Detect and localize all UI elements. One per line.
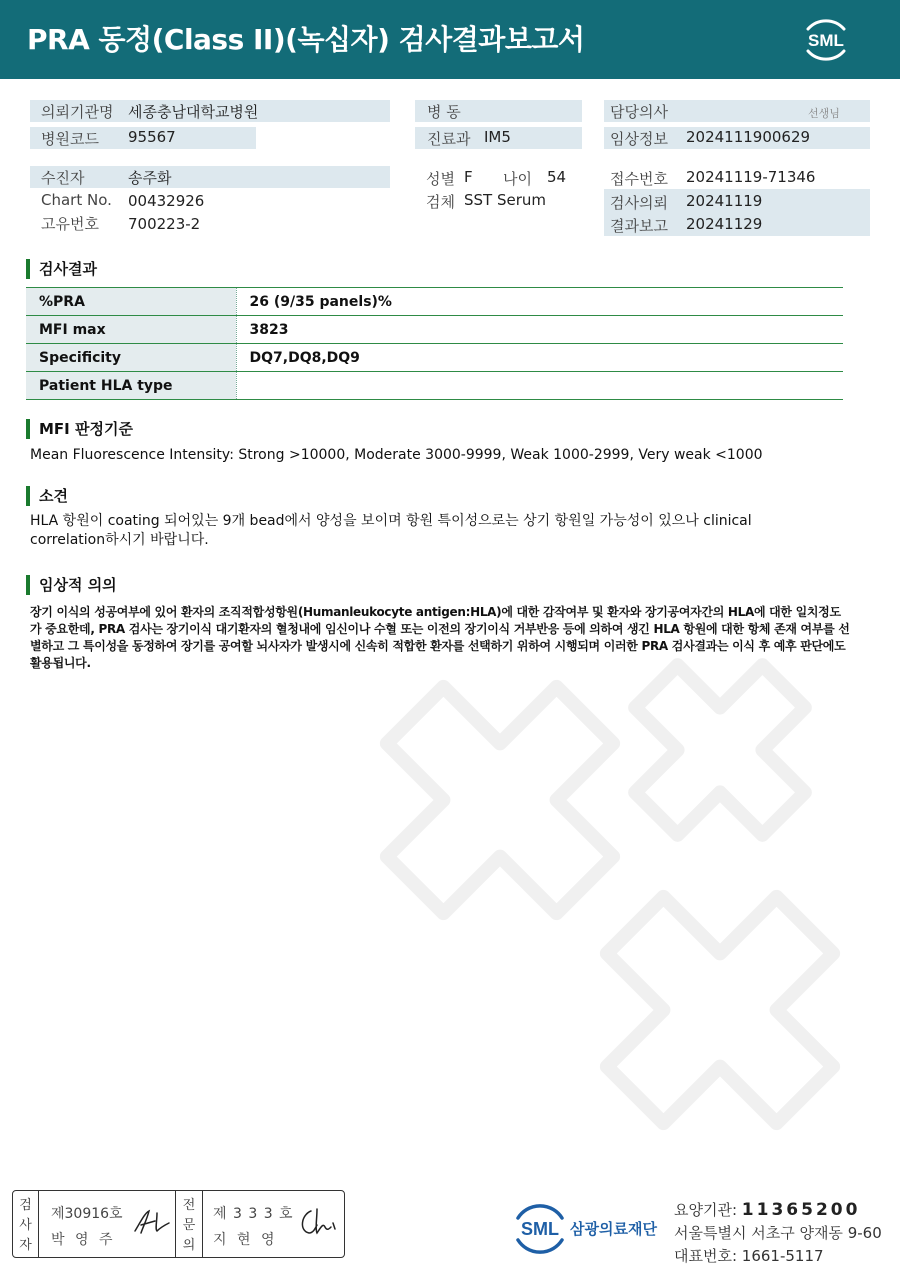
doctor-suffix: 선생님 bbox=[808, 107, 840, 120]
footer-logo-text: SML bbox=[521, 1219, 559, 1239]
receipt-value: 20241119-71346 bbox=[686, 168, 816, 186]
specialist-signature-icon bbox=[295, 1205, 339, 1239]
patient-value: 송주화 bbox=[128, 169, 172, 187]
request-date-label: 검사의뢰 bbox=[610, 194, 668, 212]
dept-label: 진료과 bbox=[427, 130, 471, 148]
examiner-number: 제30916호 bbox=[51, 1206, 123, 1222]
sex-value: F bbox=[464, 168, 473, 186]
phone-line bbox=[674, 1245, 824, 1266]
results-section-title: 검사결과 bbox=[26, 259, 97, 279]
institution-line bbox=[674, 1199, 860, 1220]
age-label: 나이 bbox=[503, 170, 532, 188]
specialist-label: 전문의 bbox=[175, 1191, 203, 1257]
specialist-name: 지 현 영 bbox=[213, 1232, 278, 1248]
hospital-value: 세종충남대학교병원 bbox=[128, 103, 259, 121]
hospital-code-label: 병원코드 bbox=[41, 130, 99, 148]
clinical-info-label: 임상정보 bbox=[610, 130, 668, 148]
report-title: PRA 동정(Class II)(녹십자) 검사결과보고서 bbox=[27, 23, 585, 56]
specimen-value: SST Serum bbox=[464, 191, 547, 209]
examiner-signature-icon bbox=[131, 1207, 171, 1237]
phone-value: 1661-5117 bbox=[741, 1247, 824, 1265]
org-logo bbox=[510, 1198, 662, 1258]
result-key: MFI max bbox=[26, 316, 236, 344]
dept-value: IM5 bbox=[484, 128, 511, 146]
mfi-section-title: MFI 판정기준 bbox=[26, 419, 133, 439]
result-key: %PRA bbox=[26, 288, 236, 316]
uid-label: 고유번호 bbox=[41, 215, 99, 233]
org-address: 서울특별시 서초구 양재동 9-60 bbox=[674, 1224, 882, 1242]
result-value bbox=[236, 372, 843, 400]
specimen-label: 검체 bbox=[426, 193, 455, 211]
results-table bbox=[26, 287, 843, 400]
clinical-info-value: 2024111900629 bbox=[686, 128, 811, 146]
chart-no-label: Chart No. bbox=[41, 191, 112, 209]
request-date-value: 20241119 bbox=[686, 192, 763, 210]
specialist-number: 제 3 3 3 호 bbox=[213, 1206, 294, 1222]
phone-label: 대표번호: bbox=[674, 1247, 738, 1265]
header-logo-text: SML bbox=[808, 31, 844, 50]
examiner-label: 검사자 bbox=[13, 1191, 39, 1257]
report-date-value: 20241129 bbox=[686, 215, 763, 233]
ward-label: 병 동 bbox=[427, 103, 461, 121]
opinion-section-title: 소견 bbox=[26, 486, 68, 506]
sml-footer-logo-icon bbox=[510, 1198, 570, 1258]
report-date-label: 결과보고 bbox=[610, 217, 668, 235]
patient-label: 수진자 bbox=[41, 169, 85, 187]
uid-value: 700223-2 bbox=[128, 215, 201, 233]
result-value: 3823 bbox=[236, 316, 843, 344]
receipt-label: 접수번호 bbox=[610, 170, 668, 188]
examiner-name: 박 영 주 bbox=[51, 1232, 116, 1248]
result-key: Patient HLA type bbox=[26, 372, 236, 400]
institution-label: 요양기관: bbox=[674, 1201, 738, 1219]
clinical-section-title: 임상적 의의 bbox=[26, 575, 117, 595]
table-row bbox=[26, 372, 843, 400]
chart-no-value: 00432926 bbox=[128, 192, 205, 210]
table-row bbox=[26, 344, 843, 372]
opinion-text: HLA 항원이 coating 되어있는 9개 bead에서 양성을 보이며 항원 특이성으로는 상기 항원일 가능성이 있으나 clinical correlation하시기 바랍니다. bbox=[30, 513, 752, 548]
report-header bbox=[0, 0, 900, 79]
mfi-criteria-text: Mean Fluorescence Intensity: Strong >10000, Moderate 3000-9999, Weak 1000-2999, Very weak <1000 bbox=[30, 447, 763, 463]
hospital-label: 의뢰기관명 bbox=[41, 103, 114, 121]
result-value: 26 (9/35 panels)% bbox=[236, 288, 843, 316]
sml-logo-icon bbox=[800, 13, 852, 65]
signature-box bbox=[12, 1190, 345, 1258]
table-row bbox=[26, 288, 843, 316]
institution-number: 11365200 bbox=[741, 1200, 861, 1220]
doctor-label: 담당의사 bbox=[610, 103, 668, 121]
watermark-icon bbox=[350, 620, 870, 1180]
clinical-significance-text: 장기 이식의 성공여부에 있어 환자의 조직적합성항원(Humanleukocyte antigen:HLA)에 대한 감작여부 및 환자와 장기공여자간의 HLA에 대한 일치정도가 중요한데, PRA 검사는 장기이식 대기환자의 혈청내에 임신이나 수혈 또는 이전의 장기이식 거부반응 등에 의하여 생긴 HLA 항원에 대한 항체 존재 여부를 선별하고 그 특이성을 동정하여 장기를 공여할 뇌사자가 발생시에 신속히 적합한 환자를 선택하기 위하여 시행되며 이러한 PRA 검사결과는 이식 후 예후 판단에도 활용됩니다. bbox=[30, 605, 850, 670]
table-row bbox=[26, 316, 843, 344]
result-value: DQ7,DQ8,DQ9 bbox=[236, 344, 843, 372]
result-key: Specificity bbox=[26, 344, 236, 372]
hospital-code-value: 95567 bbox=[128, 128, 176, 146]
age-value: 54 bbox=[547, 168, 567, 186]
org-name: 삼광의료재단 bbox=[570, 1220, 657, 1238]
sex-label: 성별 bbox=[426, 170, 455, 188]
